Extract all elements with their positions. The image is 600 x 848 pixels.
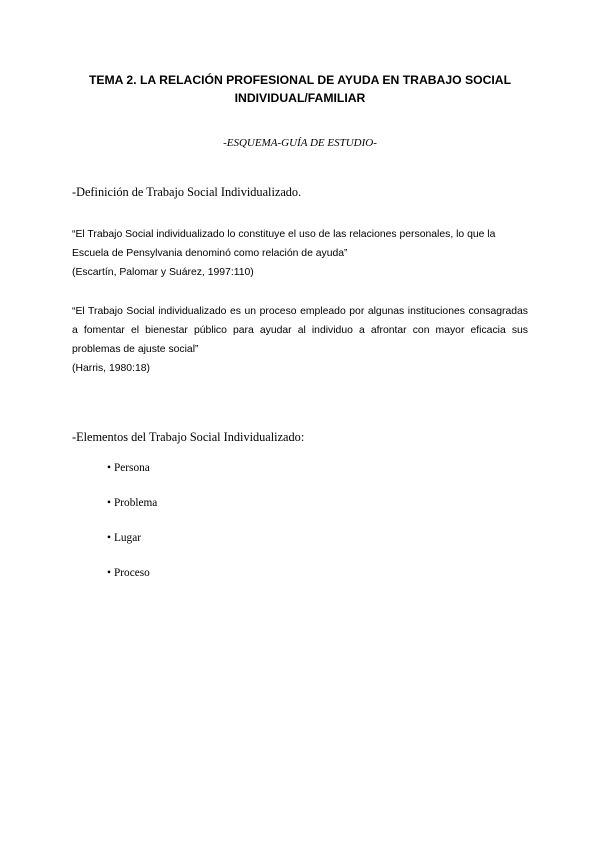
list-item-label: Persona xyxy=(114,462,150,474)
quote-citation: (Harris, 1980:18) xyxy=(72,363,150,374)
list-item xyxy=(107,531,157,566)
bullet-icon: • xyxy=(107,567,111,579)
elements-list xyxy=(107,461,157,601)
list-item-label: Problema xyxy=(114,497,158,509)
definition-heading: -Definición de Trabajo Social Individualizado. xyxy=(72,185,302,199)
quote-citation: (Escartín, Palomar y Suárez, 1997:110) xyxy=(72,267,254,278)
definition-quote-2 xyxy=(72,302,528,378)
list-item xyxy=(107,566,157,601)
page-title-line-2: INDIVIDUAL/FAMILIAR xyxy=(234,91,366,105)
list-item xyxy=(107,496,157,531)
definition-quote-1 xyxy=(72,225,528,282)
page-subtitle: -ESQUEMA-GUÍA DE ESTUDIO- xyxy=(223,137,377,149)
list-item-label: Proceso xyxy=(114,567,150,579)
quote-text: “El Trabajo Social individualizado lo constituye el uso de las relaciones personales, lo que la Escuela de Pensylvania denominó como relación de ayuda” xyxy=(72,229,496,259)
list-item xyxy=(107,461,157,496)
list-item-label: Lugar xyxy=(114,532,141,544)
bullet-icon: • xyxy=(107,462,111,474)
quote-text: “El Trabajo Social individualizado es un proceso empleado por algunas instituciones consagradas a fomentar el bienestar público para ayudar al individuo a afrontar con mayor eficacia sus problemas de ajuste social” xyxy=(72,306,528,355)
bullet-icon: • xyxy=(107,532,111,544)
elements-heading: -Elementos del Trabajo Social Individualizado: xyxy=(72,430,305,444)
page-title xyxy=(60,71,540,107)
bullet-icon: • xyxy=(107,497,111,509)
page-title-line-1: TEMA 2. LA RELACIÓN PROFESIONAL DE AYUDA EN TRABAJO SOCIAL xyxy=(88,73,512,87)
